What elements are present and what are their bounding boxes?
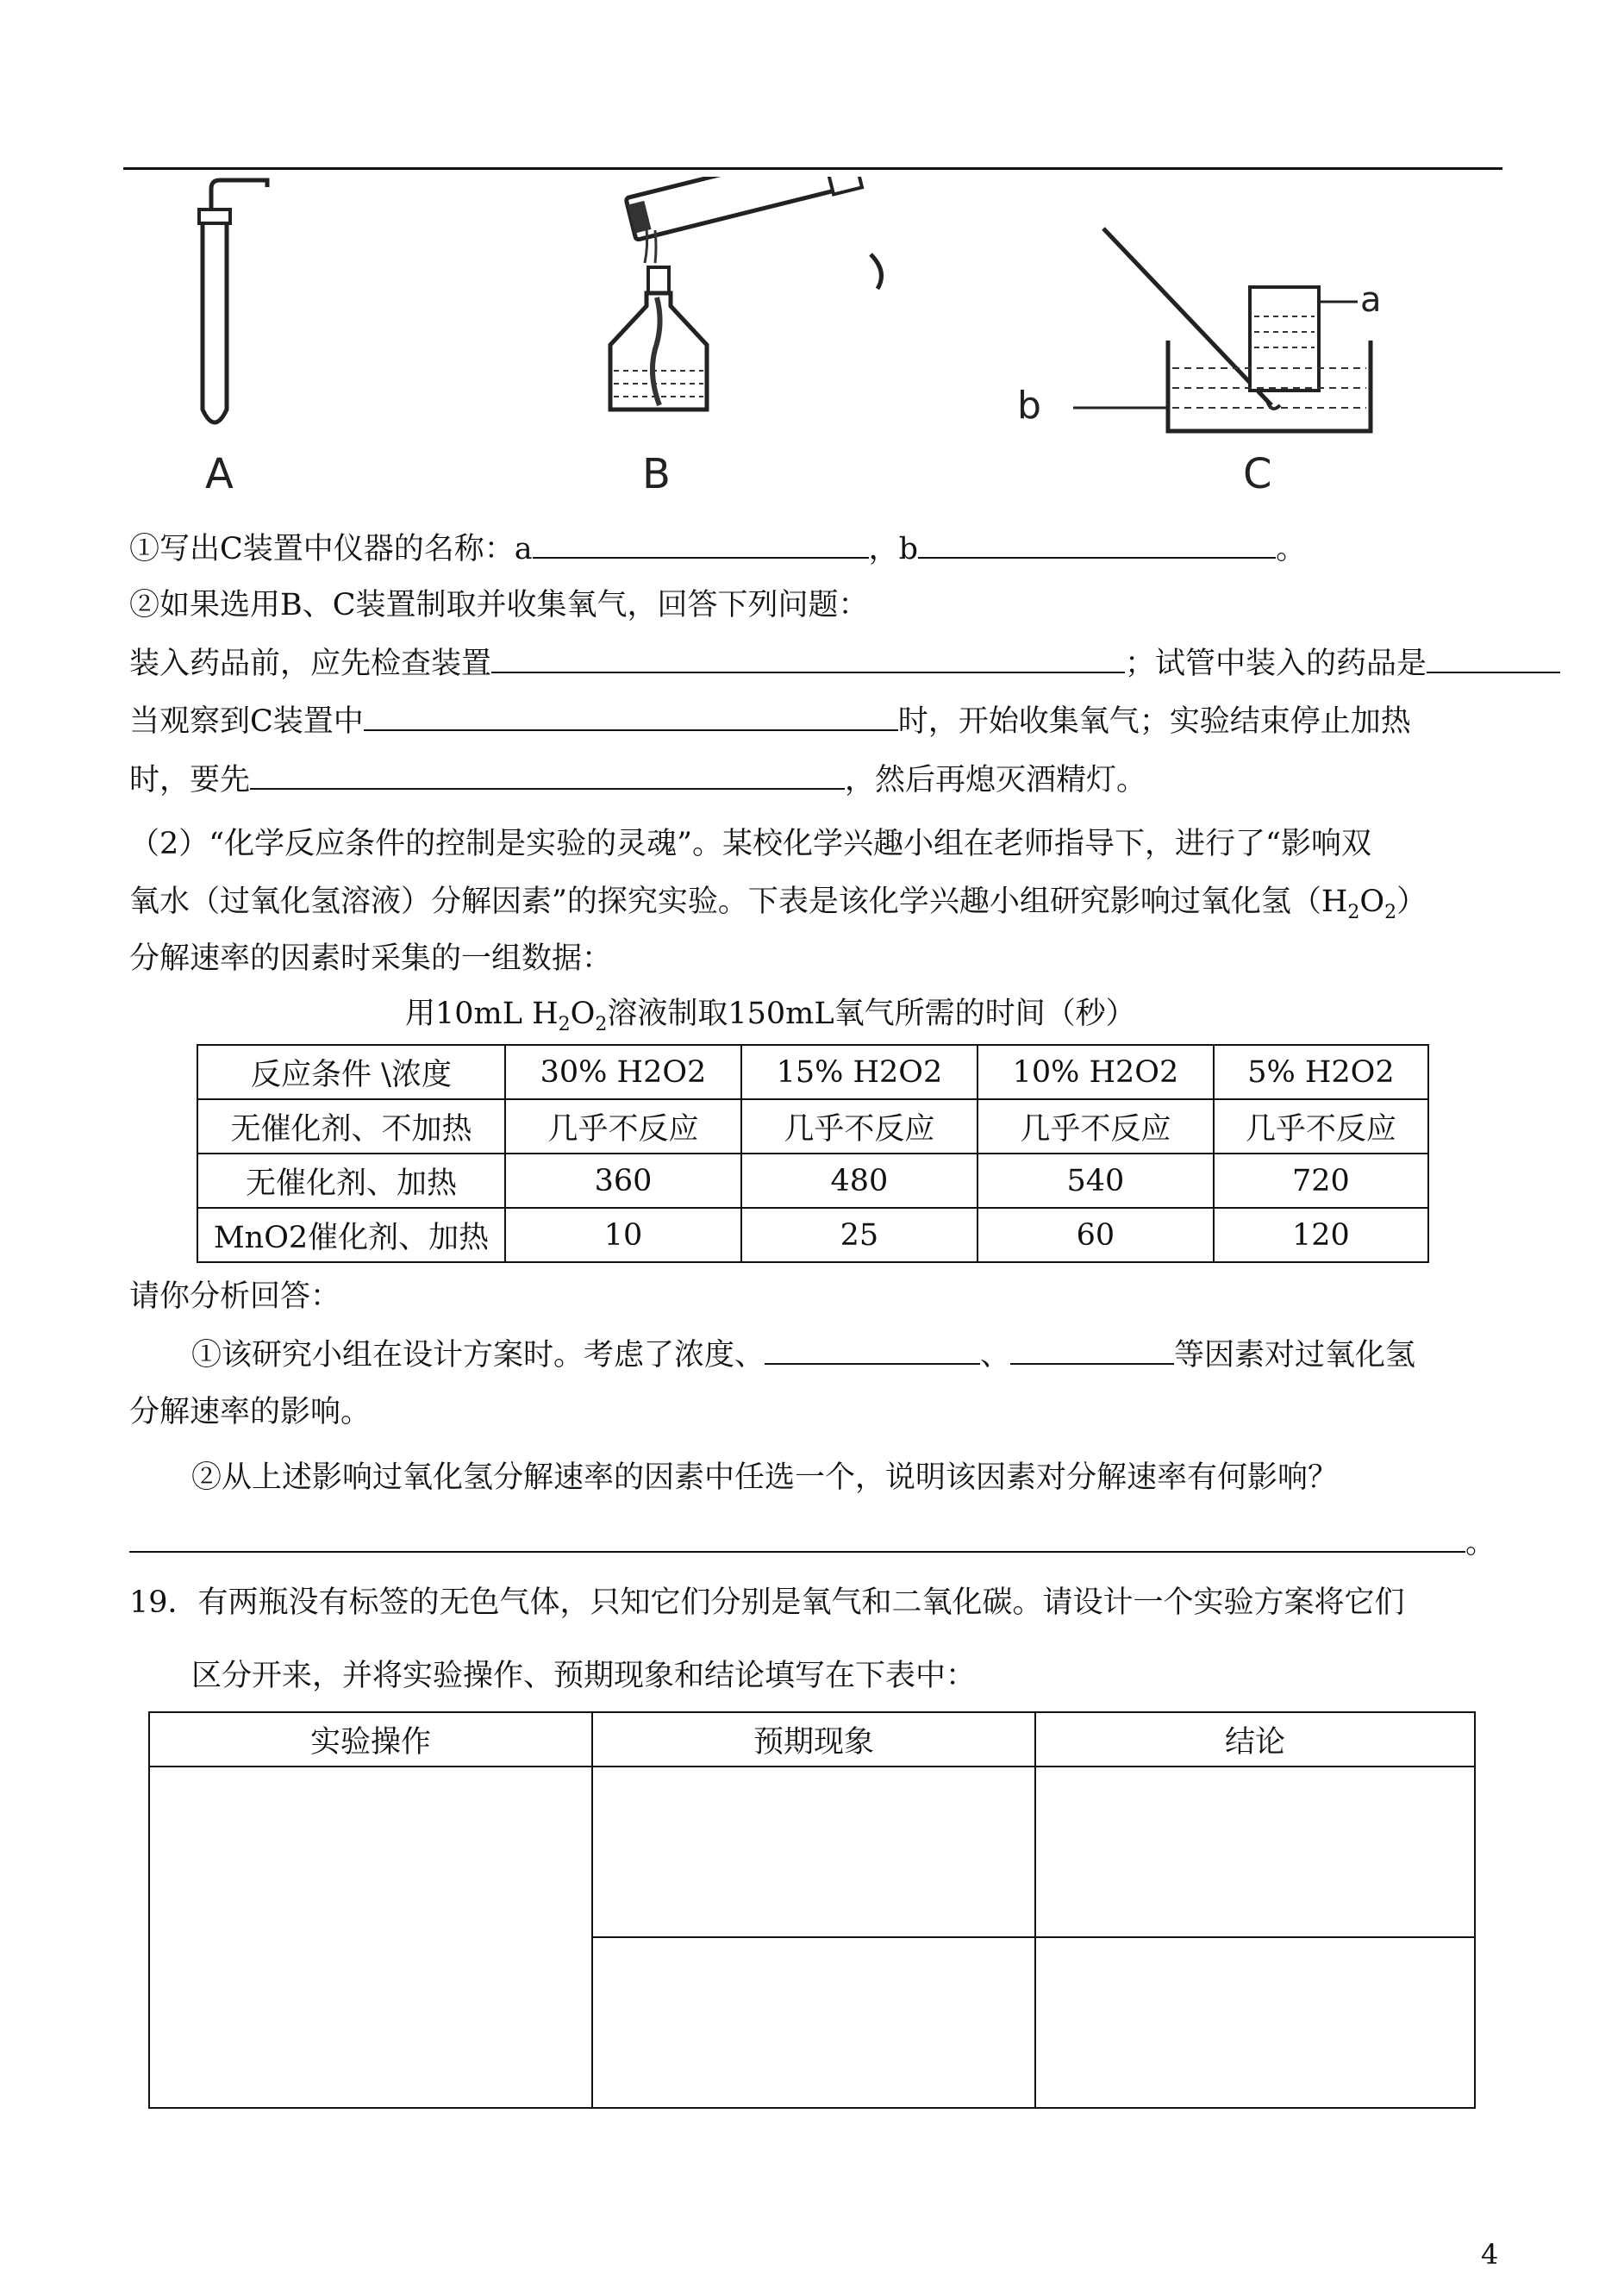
q1-line4: 当观察到C装置中 时，开始收集氧气；实验结束停止加热 bbox=[129, 700, 1411, 742]
table-header-row bbox=[149, 1712, 1475, 1767]
table-row bbox=[197, 1099, 1428, 1154]
table-row bbox=[197, 1154, 1428, 1208]
table-cell: 25 bbox=[741, 1208, 978, 1262]
table-cell: 几乎不反应 bbox=[741, 1099, 978, 1154]
q2-para1: （2）“化学反应条件的控制是实验的灵魂”。某校化学兴趣小组在老师指导下，进行了“影响双 bbox=[129, 827, 1371, 861]
table-header-cell: 结论 bbox=[1035, 1712, 1475, 1767]
decomposition-rate-table bbox=[197, 1044, 1429, 1263]
analysis-item2: ②从上述影响过氧化氢分解速率的因素中任选一个，说明该因素对分解速率有何影响？ bbox=[191, 1460, 1339, 1495]
table-cell: 360 bbox=[505, 1154, 741, 1208]
figure-c-label-a: a bbox=[1360, 280, 1382, 320]
answer-cell-operation[interactable] bbox=[149, 1767, 592, 2108]
table-header-cell: 5% H2O2 bbox=[1214, 1045, 1428, 1099]
table-cell: 无催化剂、不加热 bbox=[197, 1099, 505, 1154]
table-cell: 几乎不反应 bbox=[1214, 1099, 1428, 1154]
figure-c-label: C bbox=[1243, 450, 1272, 498]
table-header-cell: 反应条件 \浓度 bbox=[197, 1045, 505, 1099]
table-row bbox=[149, 1767, 1475, 1937]
answer-blank-factor1[interactable] bbox=[765, 1334, 980, 1365]
figure-b-label: B bbox=[642, 450, 671, 498]
table-caption: 用10mL $H_2O_2$溶液制取150mL氧气所需的时间（秒） bbox=[405, 997, 1136, 1035]
table-cell: 60 bbox=[978, 1208, 1214, 1262]
table-cell: 几乎不反应 bbox=[978, 1099, 1214, 1154]
answer-blank-b[interactable] bbox=[918, 528, 1276, 559]
heating-setup-figure bbox=[595, 177, 905, 435]
analysis-item2-answer: 。 bbox=[129, 1522, 1496, 1564]
table-cell: MnO2催化剂、加热 bbox=[197, 1208, 505, 1262]
answer-blank-reagent[interactable] bbox=[1427, 642, 1560, 673]
q1-line3: 装入药品前，应先检查装置 ；试管中装入的药品是 bbox=[129, 642, 1560, 685]
table-cell: 540 bbox=[978, 1154, 1214, 1208]
q2-para3: 分解速率的因素时采集的一组数据： bbox=[129, 941, 613, 976]
q2-para2: 氧水（过氧化氢溶液）分解因素”的探究实验。下表是该化学兴趣小组研究影响过氧化氢$(H_2O_2)$ bbox=[129, 885, 1427, 923]
table-cell: 无催化剂、加热 bbox=[197, 1154, 505, 1208]
q19-line2: 区分开来，并将实验操作、预期现象和结论填写在下表中： bbox=[191, 1659, 977, 1693]
q1-line5: 时，要先 ，然后再熄灭酒精灯。 bbox=[129, 759, 1146, 801]
table-cell: 几乎不反应 bbox=[505, 1099, 741, 1154]
table-header-cell: 10% H2O2 bbox=[978, 1045, 1214, 1099]
table-header-cell: 实验操作 bbox=[149, 1712, 592, 1767]
answer-cell-conclusion-2[interactable] bbox=[1035, 1937, 1475, 2108]
analysis-item1: ①该研究小组在设计方案时。考虑了浓度、 、 等因素对过氧化氢 bbox=[191, 1334, 1415, 1376]
answer-blank-first[interactable] bbox=[250, 759, 845, 790]
answer-blank-check[interactable] bbox=[491, 642, 1125, 673]
analysis-prompt: 请你分析回答： bbox=[129, 1279, 341, 1314]
table-cell: 120 bbox=[1214, 1208, 1428, 1262]
table-header-cell: 30% H2O2 bbox=[505, 1045, 741, 1099]
table-cell: 480 bbox=[741, 1154, 978, 1208]
test-tube-figure bbox=[185, 177, 289, 435]
table-header-row bbox=[197, 1045, 1428, 1099]
answer-cell-phenomenon-2[interactable] bbox=[592, 1937, 1035, 2108]
table-header-cell: 预期现象 bbox=[592, 1712, 1035, 1767]
answer-blank-observe[interactable] bbox=[364, 700, 898, 731]
answer-blank-factor2[interactable] bbox=[1010, 1334, 1174, 1365]
table-row bbox=[197, 1208, 1428, 1262]
answer-blank-influence[interactable] bbox=[129, 1522, 1465, 1553]
gas-collection-figure bbox=[1009, 220, 1405, 453]
answer-cell-conclusion-1[interactable] bbox=[1035, 1767, 1475, 1937]
header-rule bbox=[123, 167, 1502, 170]
figure-a-label: A bbox=[205, 450, 234, 498]
q1-line2: ②如果选用B、C装置制取并收集氧气，回答下列问题： bbox=[129, 588, 869, 622]
analysis-item1-line2: 分解速率的影响。 bbox=[129, 1395, 372, 1429]
answer-cell-phenomenon-1[interactable] bbox=[592, 1767, 1035, 1937]
table-header-cell: 15% H2O2 bbox=[741, 1045, 978, 1099]
table-cell: 10 bbox=[505, 1208, 741, 1262]
table-cell: 720 bbox=[1214, 1154, 1428, 1208]
q19-line1: 19．有两瓶没有标签的无色气体，只知它们分别是氧气和二氧化碳。请设计一个实验方案将它们 bbox=[129, 1585, 1405, 1620]
figure-c-label-b: b bbox=[1017, 384, 1041, 428]
answer-blank-a[interactable] bbox=[533, 528, 869, 559]
q1-line1: ①写出C装置中仪器的名称：a ，b 。 bbox=[129, 528, 1306, 570]
experiment-design-table bbox=[148, 1711, 1476, 2109]
page-number: 4 bbox=[1481, 2238, 1499, 2271]
